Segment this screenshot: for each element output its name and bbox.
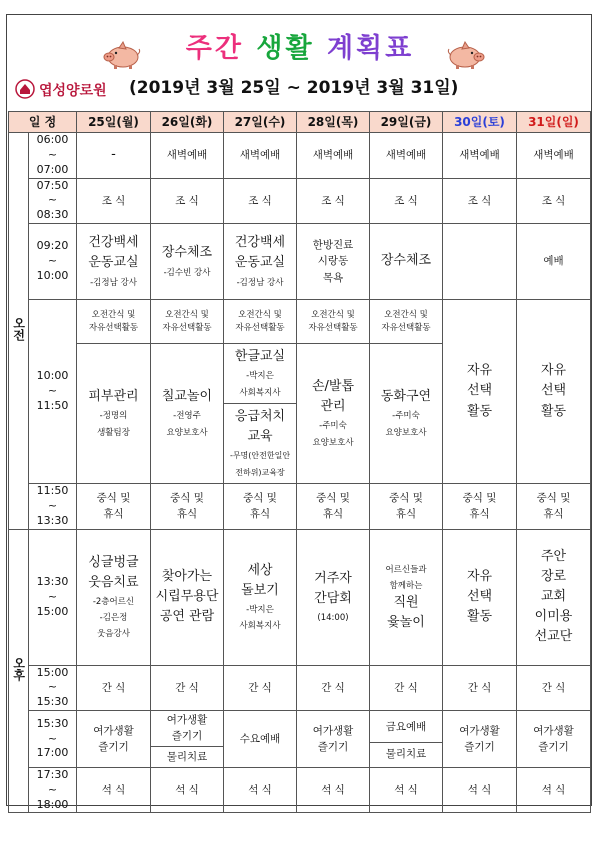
schedule-cell: 중식 및 휴식 <box>224 484 297 530</box>
header-day: 29일(금) <box>370 112 443 133</box>
schedule-cell: 한글교실 -박지은 사회복지사 응급처치 교육 -무명(안전한일안 전하위)교육장 <box>224 344 297 484</box>
schedule-cell: 여가생활 즐기기 <box>517 711 591 768</box>
schedule-cell: 석 식 <box>224 767 297 813</box>
schedule-cell: 한방진료 시랑동 목욕 <box>297 224 370 300</box>
schedule-cell: 오전간식 및 자유선택활동 <box>77 300 151 344</box>
schedule-cell: 자유 선택 활동 <box>443 529 517 665</box>
schedule-cell: 건강백세 운동교실 -김정남 강사 <box>224 224 297 300</box>
header-label: 일 정 <box>9 112 77 133</box>
schedule-table <box>8 111 591 813</box>
schedule-cell: 여가생활 즐기기 <box>443 711 517 768</box>
schedule-cell: 석 식 <box>443 767 517 813</box>
time-cell: 06:00 ~ 07:00 <box>29 133 77 179</box>
schedule-cell: 새벽예배 <box>443 133 517 179</box>
schedule-cell: 동화구연 -주미숙 요양보호사 <box>370 344 443 484</box>
schedule-cell: 석 식 <box>77 767 151 813</box>
pm-label: 오후 <box>9 529 29 813</box>
schedule-cell: 새벽예배 <box>151 133 224 179</box>
am-label: 오전 <box>9 133 29 530</box>
schedule-cell: 싱글벙글 웃음치료 -2층어르신 -김은정 웃음강사 <box>77 529 151 665</box>
table-header-row <box>9 112 591 133</box>
schedule-cell: 간 식 <box>77 665 151 711</box>
table-row <box>9 711 591 768</box>
org-logo-icon <box>15 79 35 99</box>
schedule-cell: 장수체조 -김수빈 강사 <box>151 224 224 300</box>
schedule-cell: 간 식 <box>151 665 224 711</box>
schedule-cell: 석 식 <box>297 767 370 813</box>
schedule-cell: 중식 및 휴식 <box>77 484 151 530</box>
schedule-cell: 오전간식 및 자유선택활동 <box>224 300 297 344</box>
schedule-cell: 중식 및 휴식 <box>151 484 224 530</box>
schedule-cell: 중식 및 휴식 <box>370 484 443 530</box>
table-row <box>9 484 591 530</box>
header-day: 26일(화) <box>151 112 224 133</box>
schedule-cell: 조 식 <box>517 178 591 224</box>
schedule-cell: 거주자 간담회 (14:00) <box>297 529 370 665</box>
schedule-cell: 새벽예배 <box>370 133 443 179</box>
schedule-cell: 새벽예배 <box>297 133 370 179</box>
time-cell: 13:30 ~ 15:00 <box>29 529 77 665</box>
time-cell: 17:30 ~ 18:00 <box>29 767 77 813</box>
schedule-cell: 주안 장로 교회 이미용 선교단 <box>517 529 591 665</box>
table-row <box>9 224 591 300</box>
schedule-cell: 간 식 <box>297 665 370 711</box>
time-cell: 09:20 ~ 10:00 <box>29 224 77 300</box>
schedule-cell: 중식 및 휴식 <box>443 484 517 530</box>
schedule-cell: 오전간식 및 자유선택활동 <box>151 300 224 344</box>
time-cell: 15:00 ~ 15:30 <box>29 665 77 711</box>
schedule-cell: 간 식 <box>224 665 297 711</box>
title-row <box>7 29 593 69</box>
schedule-cell: 조 식 <box>443 178 517 224</box>
header-day: 27일(수) <box>224 112 297 133</box>
period: (2019년 3월 25일 ~ 2019년 3월 31일) <box>129 78 459 98</box>
schedule-cell: 피부관리 -정명의 생활팀장 <box>77 344 151 484</box>
schedule-cell: 조 식 <box>370 178 443 224</box>
schedule-cell: 석 식 <box>370 767 443 813</box>
header-day: 25일(월) <box>77 112 151 133</box>
table-row <box>9 178 591 224</box>
schedule-cell: 칠교놀이 -전영주 요양보호사 <box>151 344 224 484</box>
schedule-cell: 수요예배 <box>224 711 297 768</box>
schedule-cell: 자유 선택 활동 <box>443 300 517 484</box>
table-row <box>9 529 591 665</box>
schedule-cell: 어르신들과 함께하는 직원 윷놀이 <box>370 529 443 665</box>
time-cell: 11:50 ~ 13:30 <box>29 484 77 530</box>
schedule-cell: 조 식 <box>224 178 297 224</box>
schedule-cell: 여가생활 즐기기 <box>297 711 370 768</box>
schedule-cell: 오전간식 및 자유선택활동 <box>370 300 443 344</box>
schedule-cell: 오전간식 및 자유선택활동 <box>297 300 370 344</box>
pig-icon <box>101 41 141 69</box>
schedule-cell: 손/발톱 관리 -주미숙 요양보호사 <box>297 344 370 484</box>
schedule-cell: 여가생활 즐기기 <box>77 711 151 768</box>
table-row <box>9 665 591 711</box>
schedule-cell: 중식 및 휴식 <box>297 484 370 530</box>
schedule-cell: 새벽예배 <box>224 133 297 179</box>
schedule-cell: 새벽예배 <box>517 133 591 179</box>
schedule-page <box>6 14 592 811</box>
schedule-cell: - <box>77 133 151 179</box>
schedule-cell: 석 식 <box>151 767 224 813</box>
schedule-cell-empty <box>443 224 517 300</box>
subtitle-row <box>11 75 591 105</box>
time-cell: 10:00 ~ 11:50 <box>29 300 77 484</box>
schedule-cell: 간 식 <box>517 665 591 711</box>
table-row <box>9 300 591 344</box>
schedule-cell: 간 식 <box>370 665 443 711</box>
schedule-cell: 조 식 <box>77 178 151 224</box>
table-row <box>9 767 591 813</box>
schedule-cell: 석 식 <box>517 767 591 813</box>
schedule-cell: 예배 <box>517 224 591 300</box>
schedule-cell: 찾아가는 시립무용단 공연 관람 <box>151 529 224 665</box>
time-cell: 07:50 ~ 08:30 <box>29 178 77 224</box>
schedule-cell: 간 식 <box>443 665 517 711</box>
schedule-cell: 금요예배 물리치료 <box>370 711 443 768</box>
schedule-cell: 조 식 <box>297 178 370 224</box>
schedule-cell: 조 식 <box>151 178 224 224</box>
page-title: 주간 생활 계획표 <box>185 33 415 64</box>
schedule-cell: 건강백세 운동교실 -김정남 강사 <box>77 224 151 300</box>
table-row <box>9 133 591 179</box>
header-day-saturday: 30일(토) <box>443 112 517 133</box>
schedule-cell: 세상 돌보기 -박지은 사회복지사 <box>224 529 297 665</box>
schedule-cell: 중식 및 휴식 <box>517 484 591 530</box>
org-name: 엽성양로원 <box>39 83 107 99</box>
schedule-cell: 여가생활 즐기기 물리치료 <box>151 711 224 768</box>
time-cell: 15:30 ~ 17:00 <box>29 711 77 768</box>
schedule-cell: 장수체조 <box>370 224 443 300</box>
header-day-sunday: 31일(일) <box>517 112 591 133</box>
pig-icon <box>447 41 487 69</box>
schedule-cell: 자유 선택 활동 <box>517 300 591 484</box>
header-day: 28일(목) <box>297 112 370 133</box>
